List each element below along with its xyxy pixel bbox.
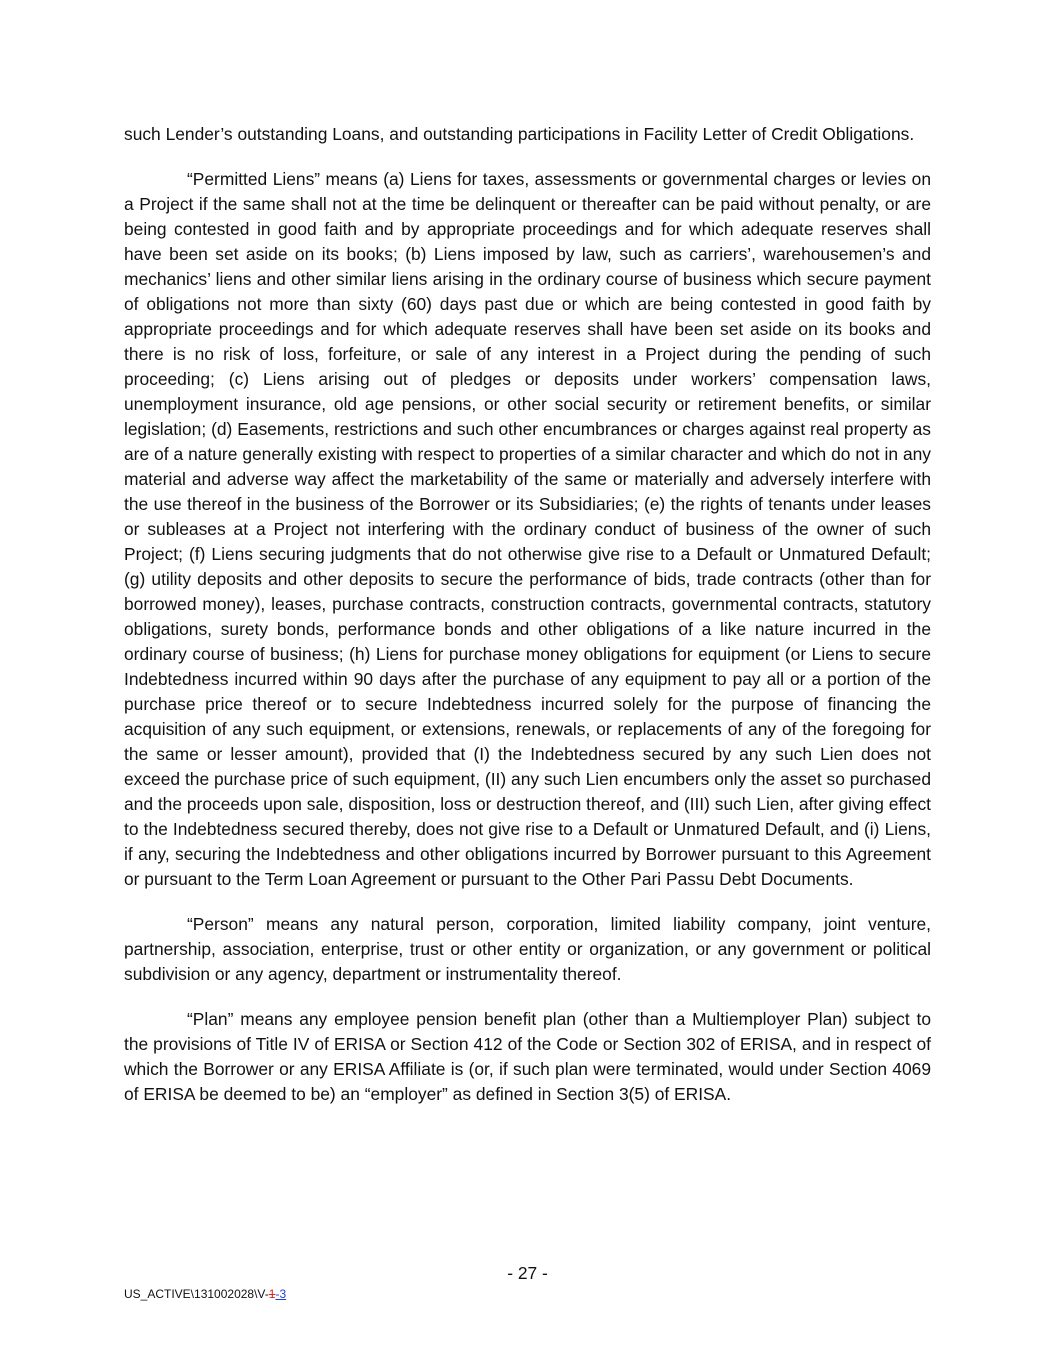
document-id-footer xyxy=(124,1286,286,1302)
page-number: - 27 - xyxy=(507,1263,548,1283)
definition-permitted-liens: “Permitted Liens” means (a) Liens for taxes, assessments or governmental charges or levies on a Project if the same shall not at the time be delinquent or thereafter can be paid without penalty, or are being contested in good faith and by appropriate proceedings and for which adequate reserves shall have been set aside on its books; (b) Liens imposed by law, such as carriers’, warehousemen’s and mechanics’ liens and other similar liens arising in the ordinary course of business which secure payment of obligations not more than sixty (60) days past due or which are being contested in good faith by appropriate proceedings and for which adequate reserves shall have been set aside on its books and there is no risk of loss, forfeiture, or sale of any interest in a Project during the pending of such proceeding; (c) Liens arising out of pledges or deposits under workers’ compensation laws, unemployment insurance, old age pensions, or other social security or retirement benefits, or similar legislation; (d) Easements, restrictions and such other encumbrances or charges against real property as are of a nature generally existing with respect to properties of a similar character and which do not in any material and adverse way affect the marketability of the same or materially and adversely interfere with the use thereof in the business of the Borrower or its Subsidiaries; (e) the rights of tenants under leases or subleases at a Project not interfering with the ordinary conduct of business of the owner of such Project; (f) Liens securing judgments that do not otherwise give rise to a Default or Unmatured Default; (g) utility deposits and other deposits to secure the performance of bids, trade contracts (other than for borrowed money), leases, purchase contracts, construction contracts, governmental contracts, statutory obligations, surety bonds, performance bonds and other obligations of a like nature incurred in the ordinary course of business; (h) Liens for purchase money obligations for equipment (or Liens to secure Indebtedness incurred within 90 days after the purchase of any equipment to pay all or a portion of the purchase price thereof or to secure Indebtedness incurred solely for the purpose of financing the acquisition of any such equipment, or extensions, renewals, or replacements of any of the foregoing for the same or lesser amount), provided that (I) the Indebtedness secured by any such Lien does not exceed the purchase price of such equipment, (II) any such Lien encumbers only the asset so purchased and the proceeds upon sale, disposition, loss or destruction thereof, and (III) such Lien, after giving effect to the Indebtedness secured thereby, does not give rise to a Default or Unmatured Default, and (i) Liens, if any, securing the Indebtedness and other obligations incurred by Borrower pursuant to this Agreement or pursuant to the Term Loan Agreement or pursuant to the Other Pari Passu Debt Documents. xyxy=(124,169,931,889)
doc-id-prefix: US_ACTIVE\131002028\V- xyxy=(124,1287,269,1301)
definition-person: “Person” means any natural person, corporation, limited liability company, joint venture, partnership, association, enterprise, trust or other entity or organization, or any government or political subdivision or any agency, department or instrumentality thereof. xyxy=(124,914,931,984)
document-body xyxy=(124,122,931,1127)
version-separator: - xyxy=(275,1287,280,1301)
paragraph-continuation: such Lender’s outstanding Loans, and outstanding participations in Facility Letter of Credit Obligations. xyxy=(124,124,915,144)
version-inserted: 3 xyxy=(279,1287,287,1301)
version-deleted: 1 xyxy=(268,1287,276,1301)
definition-plan: “Plan” means any employee pension benefit plan (other than a Multiemployer Plan) subject to the provisions of Title IV of ERISA or Section 412 of the Code or Section 302 of ERISA, and in respect of which the Borrower or any ERISA Affiliate is (or, if such plan were terminated, would under Section 4069 of ERISA be deemed to be) an “employer” as defined in Section 3(5) of ERISA. xyxy=(124,1009,931,1104)
